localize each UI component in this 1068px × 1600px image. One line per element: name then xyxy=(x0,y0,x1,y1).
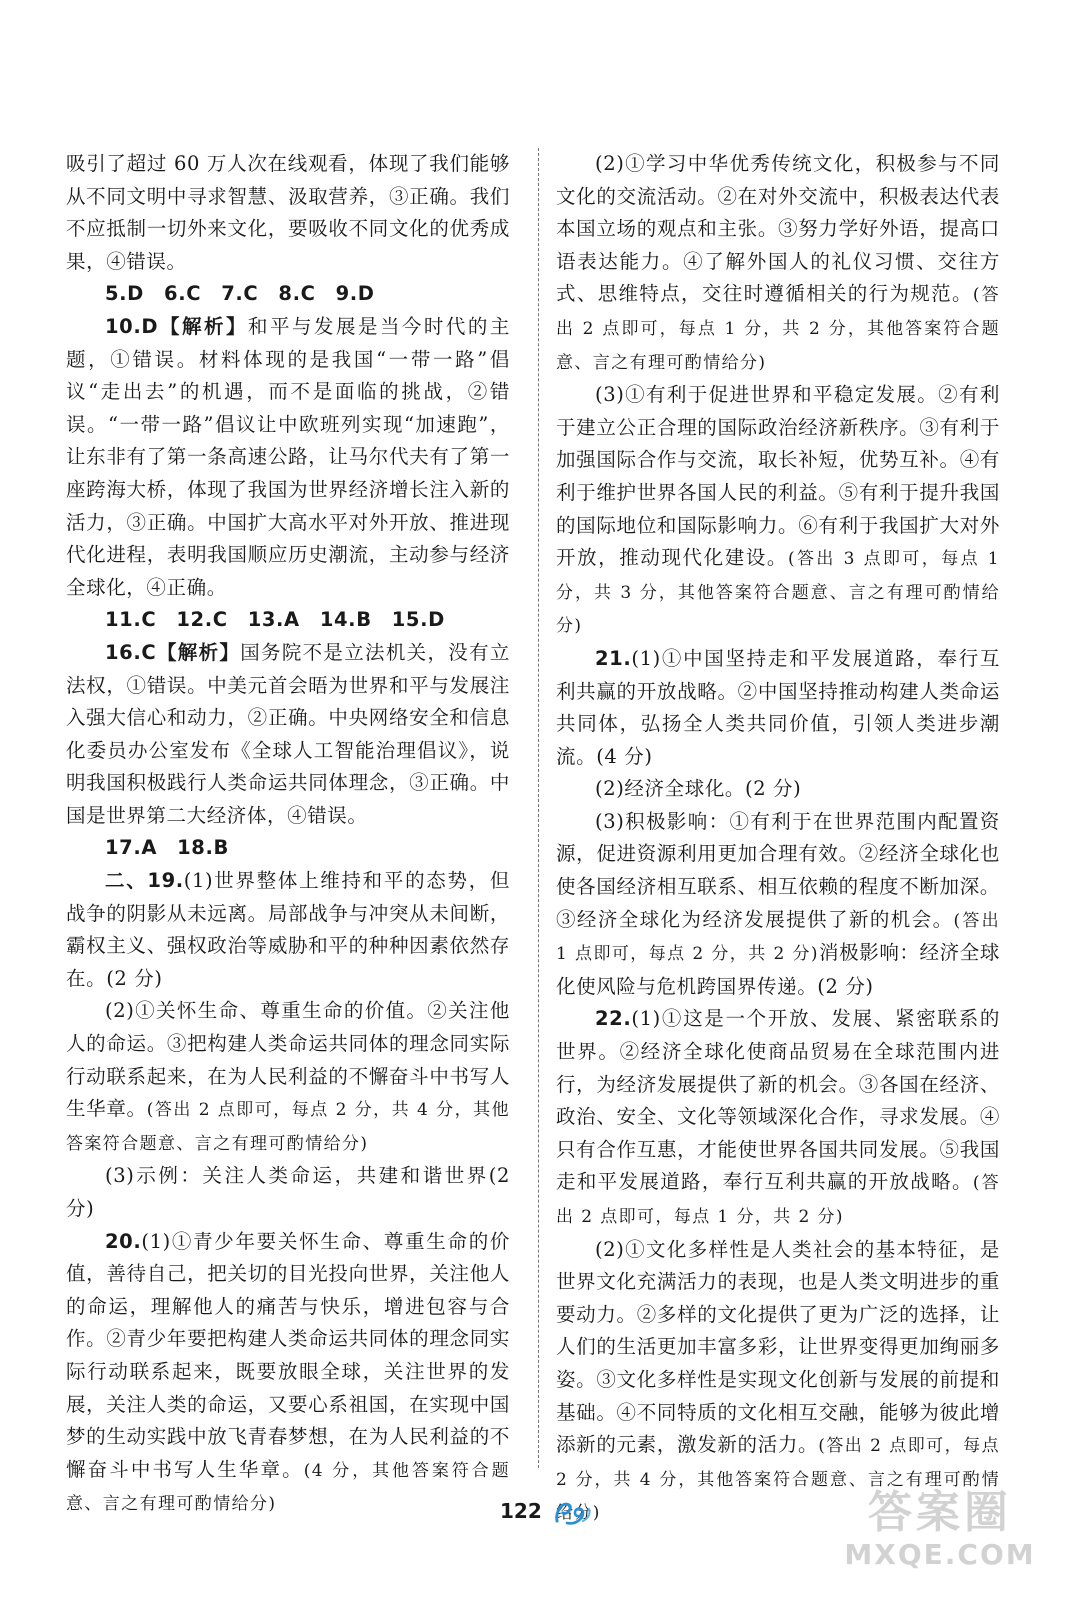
answer-paragraph xyxy=(66,148,510,278)
answer-text: (2)①文化多样性是人类社会的基本特征，是世界文化充满活力的表现，也是人类文明进步的重要动力。②多样的文化提供了更为广泛的选择，让人们的生活更加丰富多彩，让世界变得更加绚丽多姿。③文化多样性是实现文化创新与发展的前提和基础。④不同特质的文化相互交融，能够为彼此增添新的元素，激发新的活力。 xyxy=(556,1237,1000,1457)
page-number: 122 xyxy=(500,1499,542,1523)
answer-label: 11.C 12.C 13.A 14.B 15.D xyxy=(105,608,445,632)
answer-paragraph xyxy=(66,278,510,311)
watermark-en: MXQE.COM xyxy=(844,1538,1036,1571)
answer-note: (答出 1 点即可，每点 2 分，共 2 分) xyxy=(556,910,1000,965)
answer-paragraph xyxy=(556,806,1000,1004)
answer-paragraph xyxy=(556,1003,1000,1233)
answer-note: (答出 2 点即可，每点 1 分，共 2 分，其他答案符合题意、言之有理可酌情给分) xyxy=(556,285,1000,373)
answer-label: 10.D xyxy=(105,314,159,338)
answer-paragraph xyxy=(556,148,1000,379)
answer-paragraph xyxy=(66,1160,510,1225)
answer-paragraph xyxy=(66,832,510,865)
answer-note: (答出 3 点即可，每点 1 分，共 3 分，其他答案符合题意、言之有理可酌情给分) xyxy=(556,549,1000,637)
blue-swirl-icon xyxy=(553,1497,593,1531)
answer-label: 21. xyxy=(595,646,632,670)
answer-label: 5.D 6.C 7.C 8.C 9.D xyxy=(105,282,375,306)
answer-paragraph xyxy=(66,604,510,637)
answer-tag: 【解析】 xyxy=(158,314,248,338)
answer-note: (答出 2 点即可，每点 2 分，共 4 分，其他答案符合题意、言之有理可酌情给分) xyxy=(556,1436,1000,1524)
answer-label: 20. xyxy=(105,1229,142,1253)
answer-text: (3)积极影响：①有利于在世界范围内配置资源，促进资源利用更加合理有效。②经济全球化也使各国经济相互联系、相互依赖的程度不断加深。③经济全球化为经济发展提供了新的机会。 xyxy=(556,809,1000,931)
answer-text: (2)①学习中华优秀传统文化，积极参与不同文化的交流活动。②在对外交流中，积极表达代表本国立场的观点和主张。③努力学好外语，提高口语表达能力。④了解外国人的礼仪习惯、交往方式、思维特点，交往时遵循相关的行为规范。 xyxy=(556,152,1000,306)
answer-paragraph xyxy=(556,643,1000,773)
site-watermark xyxy=(840,1486,1040,1578)
answer-note: (4 分，其他答案符合题意、言之有理可酌情给分) xyxy=(66,1460,510,1515)
left-column xyxy=(66,148,510,1521)
answer-text: (3)①有利于促进世界和平稳定发展。②有利于建立公正合理的国际政治经济新秩序。③有利于加强国际合作与交流，取长补短，优势互补。④有利于维护世界各国人民的利益。⑤有利于提升我国的国际地位和国际影响力。⑥有利于我国扩大对外开放，推动现代化建设。 xyxy=(556,383,1000,570)
answer-label: 17.A 18.B xyxy=(105,836,229,860)
answer-text: (1)①中国坚持走和平发展道路，奉行互利共赢的开放战略。②中国坚持推动构建人类命运共同体，弘扬全人类共同价值，引领人类进步潮流。(4 分) xyxy=(556,646,1000,768)
answer-text: (1)世界整体上维持和平的态势，但战争的阴影从未远离。局部战争与冲突从未间断，霸权主义、强权政治等威胁和平的种种因素依然存在。(2 分) xyxy=(66,869,510,990)
answer-label: 22. xyxy=(595,1007,632,1031)
answer-note: (答出 2 点即可，每点 1 分，共 2 分) xyxy=(556,1173,1000,1227)
answer-label: 二、19. xyxy=(105,869,184,893)
answer-text: (3)示例：关注人类命运，共建和谐世界(2 分) xyxy=(66,1164,510,1220)
answer-label: 16.C xyxy=(105,640,157,664)
column-divider xyxy=(538,148,539,1468)
answer-paragraph xyxy=(66,865,510,995)
answer-text: (2)经济全球化。(2 分) xyxy=(595,777,802,801)
answer-tail: 消极影响：经济全球化使风险与危机跨国界传递。(2 分) xyxy=(556,941,1000,998)
answer-text: 国务院不是立法机关，没有立法权，①错误。中美元首会晤为世界和平与发展注入强大信心和动力，②正确。中央网络安全和信息化委员办公室发布《全球人工智能治理倡议》，说明我国积极践行人类命运共同体理念，③正确。中国是世界第二大经济体，④错误。 xyxy=(66,640,510,827)
answer-text: (2)①关怀生命、尊重生命的价值。②关注他人的命运。③把构建人类命运共同体的理念同实际行动联系起来，在为人民利益的不懈奋斗中书写人生华章。 xyxy=(66,999,510,1121)
answer-text: 吸引了超过 60 万人次在线观看，体现了我们能够从不同文明中寻求智慧、汲取营养，③正确。我们不应抵制一切外来文化，要吸收不同文化的优秀成果，④错误。 xyxy=(66,152,510,273)
answer-text: (1)①这是一个开放、发展、紧密联系的世界。②经济全球化使商品贸易在全球范围内进行，为经济发展提供了新的机会。③各国在经济、政治、安全、文化等领域深化合作，寻求发展。④只有合作互惠，才能使世界各国共同发展。⑤我国走和平发展道路，奉行互利共赢的开放战略。 xyxy=(556,1007,1000,1194)
answer-paragraph xyxy=(66,1226,510,1521)
answer-paragraph xyxy=(556,379,1000,643)
answer-paragraph xyxy=(556,773,1000,806)
right-column xyxy=(556,148,1000,1530)
answer-tag: 【解析】 xyxy=(156,640,241,664)
answer-paragraph xyxy=(66,995,510,1160)
watermark-cn: 答案圈 xyxy=(868,1487,1012,1538)
answer-paragraph xyxy=(66,311,510,604)
answer-text: 和平与发展是当今时代的主题，①错误。材料体现的是我国“一带一路”倡议“走出去”的机遇，而不是面临的挑战，②错误。“一带一路”倡议让中欧班列实现“加速跑”，让东非有了第一条高速公路，让马尔代夫有了第一座跨海大桥，体现了我国为世界经济增长注入新的活力，③正确。中国扩大高水平对外开放、推进现代化进程，表明我国顺应历史潮流，主动参与经济全球化，④正确。 xyxy=(66,314,510,599)
answer-paragraph xyxy=(66,637,510,833)
answer-note: (答出 2 点即可，每点 2 分，共 4 分，其他答案符合题意、言之有理可酌情给分) xyxy=(66,1100,510,1154)
answer-text: (1)①青少年要关怀生命、尊重生命的价值，善待自己，把关切的目光投向世界，关注他人的命运，理解他人的痛苦与快乐，增进包容与合作。②青少年要把构建人类命运共同体的理念同实际行动联系起来，既要放眼全球，关注世界的发展，关注人类的命运，又要心系祖国，在实现中国梦的生动实践中放飞青春梦想，在为人民利益的不懈奋斗中书写人生华章。 xyxy=(66,1229,510,1481)
